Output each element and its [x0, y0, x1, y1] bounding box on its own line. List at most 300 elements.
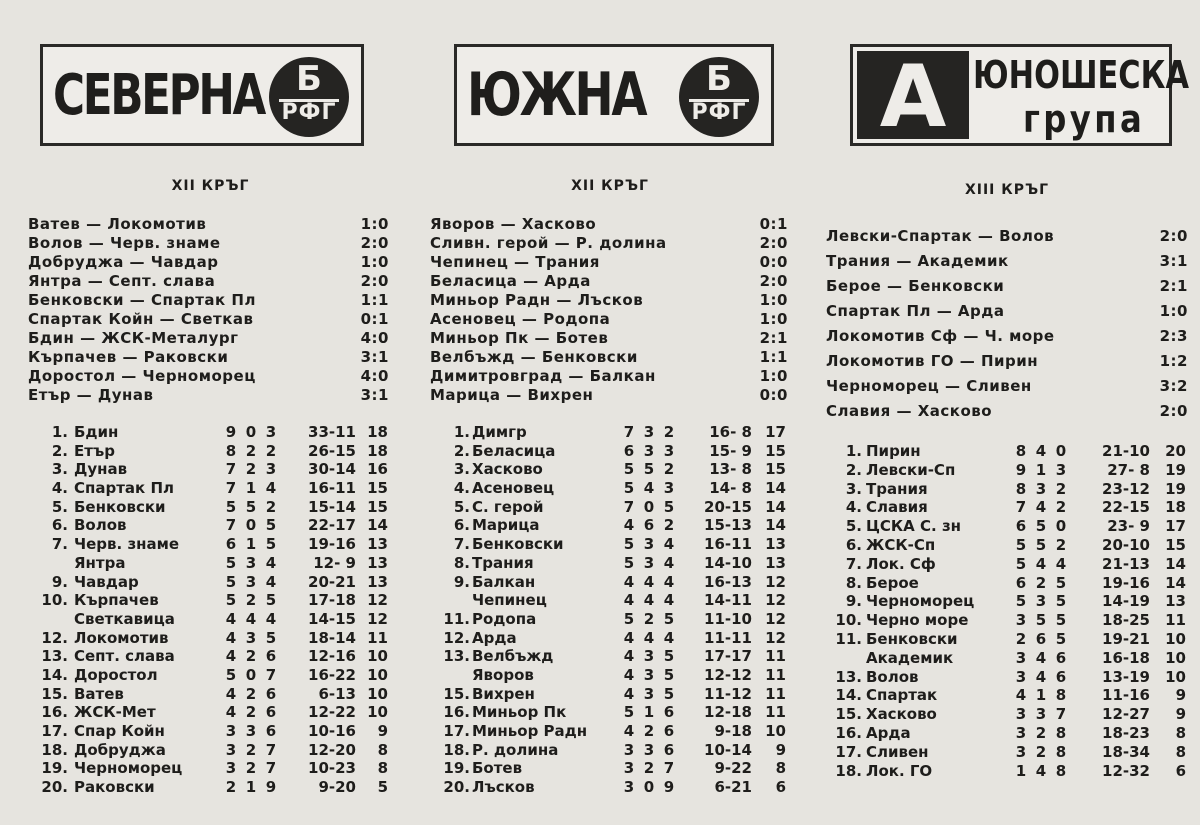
standing-wins: 7: [225, 479, 237, 498]
standing-points: 19: [1165, 460, 1186, 479]
standing-goals: 18-14: [308, 628, 356, 647]
standing-position: 2.: [845, 460, 862, 479]
standing-position: 18.: [835, 761, 862, 780]
match-pairing: Бенковски — Спартак Пл: [28, 291, 256, 309]
match-pairing: Черноморец — Сливен: [826, 377, 1032, 395]
standing-points: 14: [1165, 554, 1186, 573]
standing-goals: 18-23: [1102, 723, 1150, 742]
standing-draws: 5: [1035, 535, 1047, 554]
standing-wins: 5: [225, 497, 237, 516]
standing-draws: 3: [643, 423, 655, 441]
standings-row: [28, 685, 393, 704]
standing-points: 18: [367, 423, 388, 441]
standing-points: 18: [1165, 498, 1186, 517]
match-score: 0:0: [759, 386, 788, 404]
standing-points: 9: [377, 722, 388, 740]
match-pairing: Левски-Спартак — Волов: [826, 227, 1055, 245]
standing-team: Миньор Радн: [472, 722, 588, 740]
match-score: 1:0: [360, 215, 389, 233]
match-score: 2:0: [1159, 227, 1188, 245]
north-standings-table: [28, 423, 393, 797]
result-row: [28, 234, 393, 253]
standing-position: 5.: [51, 497, 68, 516]
standing-points: 6: [1175, 761, 1186, 780]
match-pairing: Спартак Койн — Светкав: [28, 310, 254, 328]
standing-losses: 7: [265, 740, 277, 759]
standing-team: Славия: [866, 498, 928, 517]
standing-position: 10.: [41, 591, 68, 610]
standing-wins: 3: [225, 722, 237, 740]
standing-points: 11: [765, 703, 786, 722]
standings-row: [28, 573, 393, 592]
match-score: 1:0: [759, 310, 788, 328]
standing-wins: 3: [623, 778, 635, 797]
match-score: 0:1: [360, 310, 389, 328]
match-score: 3:2: [1159, 377, 1188, 395]
standing-goals: 27- 8: [1107, 460, 1150, 479]
standing-points: 18: [367, 441, 388, 460]
standing-draws: 1: [245, 479, 257, 498]
standing-draws: 4: [643, 572, 655, 591]
standing-team: Хасково: [866, 705, 937, 724]
standing-points: 10: [1165, 648, 1186, 667]
standings-row: [430, 741, 790, 760]
standing-draws: 2: [245, 684, 257, 703]
standing-wins: 8: [1015, 442, 1027, 460]
standing-goals: 10-14: [704, 740, 752, 759]
standing-losses: 8: [1055, 686, 1067, 705]
standing-draws: 2: [245, 647, 257, 666]
standing-goals: 12-32: [1102, 761, 1150, 780]
standing-team: ЦСКА С. зн: [866, 517, 962, 536]
standing-draws: 3: [643, 441, 655, 460]
standing-wins: 6: [1015, 573, 1027, 592]
standing-wins: 3: [623, 740, 635, 759]
standing-team: Светкавица: [74, 609, 175, 628]
standing-wins: 5: [1015, 554, 1027, 573]
result-row: [430, 310, 790, 329]
match-pairing: Етър — Дунав: [28, 386, 154, 404]
standings-row: [430, 629, 790, 648]
standings-row: [28, 666, 393, 685]
standing-points: 15: [1165, 535, 1186, 554]
standing-team: Лок. Сф: [866, 554, 936, 573]
standing-goals: 9-20: [318, 778, 356, 797]
match-pairing: Чепинец — Трания: [430, 253, 600, 271]
standing-team: Черв. знаме: [74, 535, 180, 554]
standing-position: 20.: [443, 778, 470, 797]
standing-wins: 3: [225, 759, 237, 778]
standing-position: 3.: [453, 460, 470, 479]
standing-points: 16: [367, 460, 388, 479]
standing-position: 8.: [845, 573, 862, 592]
standing-points: 12: [765, 591, 786, 610]
match-score: 1:0: [1159, 302, 1188, 320]
standing-position: 13.: [41, 647, 68, 666]
bfs-emblem-icon: [269, 57, 349, 137]
standing-losses: 7: [265, 759, 277, 778]
standing-wins: 5: [623, 553, 635, 572]
standing-position: 19.: [41, 759, 68, 778]
standing-team: Беласица: [472, 441, 556, 460]
match-pairing: Миньор Пк — Ботев: [430, 329, 609, 347]
match-pairing: Волов — Черв. знаме: [28, 234, 221, 252]
standing-points: 15: [367, 497, 388, 516]
standing-draws: 5: [643, 460, 655, 479]
south-group-column: [430, 0, 790, 825]
standing-position: 3.: [51, 460, 68, 479]
standing-losses: 4: [663, 553, 675, 572]
match-score: 4:0: [360, 367, 389, 385]
north-group-logo: [40, 44, 364, 146]
standing-goals: 6-13: [318, 684, 356, 703]
standing-wins: 9: [225, 423, 237, 441]
standing-draws: 3: [643, 684, 655, 703]
standing-points: 8: [1175, 742, 1186, 761]
standing-team: Черно море: [866, 611, 969, 630]
standing-position: 15.: [41, 684, 68, 703]
standing-goals: 18-25: [1102, 611, 1150, 630]
standing-losses: 5: [663, 609, 675, 628]
standing-draws: 2: [245, 740, 257, 759]
standing-losses: 3: [663, 441, 675, 460]
standing-draws: 3: [643, 535, 655, 554]
standing-team: Чавдар: [74, 572, 139, 591]
standing-position: 14.: [835, 686, 862, 705]
standing-goals: 16-11: [308, 479, 356, 498]
standing-goals: 12- 9: [313, 553, 356, 572]
standing-losses: 4: [265, 609, 277, 628]
standing-team: Спартак Пл: [74, 479, 174, 498]
standing-wins: 3: [1015, 742, 1027, 761]
youth-a-letter: А: [857, 51, 969, 139]
standing-goals: 14-19: [1102, 592, 1150, 611]
standing-draws: 1: [245, 778, 257, 797]
emblem-letter: Б: [706, 59, 732, 99]
standing-draws: 3: [643, 553, 655, 572]
standing-position: 5.: [845, 517, 862, 536]
result-row: [430, 291, 790, 310]
standings-row: [28, 647, 393, 666]
standing-losses: 3: [663, 479, 675, 498]
youth-results-list: [826, 224, 1188, 424]
standing-team: Кърпачев: [74, 591, 159, 610]
standing-position: 1.: [453, 423, 470, 441]
match-score: 2:1: [759, 329, 788, 347]
standing-draws: 2: [1035, 723, 1047, 742]
standing-wins: 5: [623, 479, 635, 498]
match-pairing: Славия — Хасково: [826, 402, 993, 420]
match-pairing: Локомотив Сф — Ч. море: [826, 327, 1055, 345]
standing-position: 9.: [51, 572, 68, 591]
standing-losses: 6: [1055, 648, 1067, 667]
standing-team: Спартак: [866, 686, 938, 705]
standings-row: [826, 442, 1188, 461]
standing-goals: 23-12: [1102, 479, 1150, 498]
standing-losses: 5: [265, 535, 277, 554]
standing-losses: 9: [663, 778, 675, 797]
match-score: 3:1: [360, 386, 389, 404]
standing-goals: 33-11: [308, 423, 356, 441]
standings-row: [430, 498, 790, 517]
standing-draws: 4: [643, 479, 655, 498]
result-row: [826, 324, 1188, 349]
standing-losses: 5: [265, 516, 277, 535]
standing-losses: 2: [1055, 498, 1067, 517]
standing-points: 10: [367, 647, 388, 666]
result-row: [430, 386, 790, 405]
standing-draws: 0: [245, 665, 257, 684]
standing-goals: 17-18: [308, 591, 356, 610]
result-row: [430, 348, 790, 367]
north-group-column: [28, 0, 393, 825]
standing-losses: 4: [265, 479, 277, 498]
standing-position: 17.: [835, 742, 862, 761]
standing-wins: 4: [623, 591, 635, 610]
standing-goals: 22-17: [308, 516, 356, 535]
standing-position: 20.: [41, 778, 68, 797]
standings-row: [430, 554, 790, 573]
youth-title-line2: група: [1023, 97, 1146, 141]
standing-wins: 4: [225, 628, 237, 647]
standing-losses: 7: [1055, 705, 1067, 724]
standing-wins: 5: [225, 553, 237, 572]
standing-draws: 6: [643, 516, 655, 535]
standing-points: 14: [765, 479, 786, 498]
standing-position: 4.: [453, 479, 470, 498]
standing-losses: 8: [1055, 742, 1067, 761]
standings-row: [826, 555, 1188, 574]
standing-goals: 20-21: [308, 572, 356, 591]
result-row: [28, 329, 393, 348]
standing-wins: 4: [623, 647, 635, 666]
standing-team: Септ. слава: [74, 647, 175, 666]
standing-losses: 2: [265, 497, 277, 516]
standing-team: Спар Койн: [74, 722, 165, 740]
standings-row: [28, 703, 393, 722]
north-logo-word: СЕВЕРНА: [53, 62, 265, 128]
standing-losses: 8: [1055, 761, 1067, 780]
standing-draws: 2: [643, 759, 655, 778]
standing-wins: 3: [1015, 611, 1027, 630]
standing-team: ЖСК-Мет: [74, 703, 156, 722]
standing-team: Р. долина: [472, 740, 559, 759]
standing-draws: 1: [643, 703, 655, 722]
standing-goals: 13- 8: [709, 460, 752, 479]
standing-position: 8.: [453, 553, 470, 572]
standing-wins: 3: [1015, 705, 1027, 724]
standing-team: Раковски: [74, 778, 155, 797]
standing-goals: 16-18: [1102, 648, 1150, 667]
standing-team: Пирин: [866, 442, 921, 460]
standing-wins: 4: [225, 684, 237, 703]
standing-goals: 16-13: [704, 572, 752, 591]
standings-row: [430, 685, 790, 704]
standing-losses: 7: [265, 665, 277, 684]
standing-wins: 4: [623, 628, 635, 647]
standing-goals: 19-21: [1102, 629, 1150, 648]
standing-losses: 6: [663, 703, 675, 722]
result-row: [826, 299, 1188, 324]
standing-goals: 12-22: [308, 703, 356, 722]
standing-wins: 3: [1015, 667, 1027, 686]
standing-wins: 3: [1015, 648, 1027, 667]
standing-points: 11: [765, 684, 786, 703]
standings-row: [430, 703, 790, 722]
standing-goals: 12-20: [308, 740, 356, 759]
match-pairing: Доростол — Черноморец: [28, 367, 256, 385]
standing-position: 11.: [443, 609, 470, 628]
standing-position: 18.: [41, 740, 68, 759]
standing-losses: 6: [1055, 667, 1067, 686]
standing-position: 9.: [453, 572, 470, 591]
standing-losses: 7: [663, 759, 675, 778]
result-row: [430, 253, 790, 272]
standing-draws: 4: [1035, 442, 1047, 460]
standing-wins: 8: [225, 441, 237, 460]
standing-losses: 5: [663, 684, 675, 703]
match-score: 1:0: [360, 253, 389, 271]
match-pairing: Асеновец — Родопа: [430, 310, 611, 328]
bfs-emblem-icon: [679, 57, 759, 137]
match-pairing: Марица — Вихрен: [430, 386, 594, 404]
standing-team: Лъсков: [472, 778, 535, 797]
match-pairing: Велбъжд — Бенковски: [430, 348, 638, 366]
standing-points: 12: [367, 591, 388, 610]
standings-row: [430, 591, 790, 610]
standing-draws: 5: [1035, 517, 1047, 536]
standing-points: 14: [1165, 573, 1186, 592]
standing-goals: 14-15: [308, 609, 356, 628]
standing-goals: 15-14: [308, 497, 356, 516]
standing-wins: 5: [225, 665, 237, 684]
standing-points: 14: [367, 516, 388, 535]
standings-row: [826, 461, 1188, 480]
standing-team: Добруджа: [74, 740, 166, 759]
standing-team: Доростол: [74, 665, 158, 684]
standing-points: 10: [1165, 629, 1186, 648]
youth-round-heading: XIII КРЪГ: [964, 182, 1050, 198]
standing-wins: 4: [225, 703, 237, 722]
standing-losses: 6: [663, 722, 675, 740]
standing-draws: 3: [245, 553, 257, 572]
standing-wins: 3: [1015, 723, 1027, 742]
standing-wins: 7: [225, 516, 237, 535]
standing-position: 13.: [443, 647, 470, 666]
standing-losses: 3: [265, 423, 277, 441]
standing-team: Миньор Пк: [472, 703, 567, 722]
standing-position: 15.: [443, 684, 470, 703]
standing-team: Вихрен: [472, 684, 535, 703]
result-row: [826, 274, 1188, 299]
match-pairing: Сливн. герой — Р. долина: [430, 234, 667, 252]
standing-position: 11.: [835, 629, 862, 648]
standing-losses: 5: [1055, 573, 1067, 592]
match-pairing: Бдин — ЖСК-Металург: [28, 329, 239, 347]
standing-points: 8: [377, 740, 388, 759]
standings-row: [28, 442, 393, 461]
standing-points: 6: [775, 778, 786, 797]
standings-row: [430, 573, 790, 592]
standing-points: 15: [367, 479, 388, 498]
standing-points: 9: [1175, 705, 1186, 724]
standing-draws: 2: [245, 703, 257, 722]
standing-team: Ватев: [74, 684, 124, 703]
match-score: 2:0: [360, 234, 389, 252]
standing-draws: 4: [1035, 554, 1047, 573]
standing-draws: 3: [643, 740, 655, 759]
standing-draws: 3: [1035, 592, 1047, 611]
standing-draws: 3: [1035, 705, 1047, 724]
standing-team: Берое: [866, 573, 919, 592]
standing-wins: 4: [623, 684, 635, 703]
south-standings-table: [430, 423, 790, 797]
standing-goals: 19-16: [308, 535, 356, 554]
standing-position: 12.: [443, 628, 470, 647]
result-row: [28, 348, 393, 367]
standing-wins: 2: [1015, 629, 1027, 648]
standing-points: 11: [765, 647, 786, 666]
standing-goals: 26-15: [308, 441, 356, 460]
result-row: [826, 399, 1188, 424]
standings-row: [826, 649, 1188, 668]
standing-losses: 6: [265, 647, 277, 666]
standing-points: 12: [765, 628, 786, 647]
standing-wins: 9: [1015, 460, 1027, 479]
standing-wins: 5: [1015, 592, 1027, 611]
standing-losses: 4: [663, 572, 675, 591]
standing-team: Черноморец: [74, 759, 183, 778]
standings-row: [430, 778, 790, 797]
standing-draws: 6: [1035, 629, 1047, 648]
standing-points: 14: [765, 516, 786, 535]
standing-position: 12.: [41, 628, 68, 647]
standing-points: 13: [367, 572, 388, 591]
south-results-list: [430, 215, 790, 405]
standings-row: [430, 647, 790, 666]
standing-team: Родопа: [472, 609, 537, 628]
standing-wins: 6: [225, 535, 237, 554]
standing-team: Балкан: [472, 572, 536, 591]
match-pairing: Миньор Радн — Лъсков: [430, 291, 644, 309]
result-row: [826, 374, 1188, 399]
result-row: [430, 215, 790, 234]
result-row: [28, 367, 393, 386]
standing-points: 12: [367, 609, 388, 628]
match-score: 0:0: [759, 253, 788, 271]
match-score: 2:3: [1159, 327, 1188, 345]
standing-goals: 14-11: [704, 591, 752, 610]
standing-points: 13: [367, 553, 388, 572]
youth-standings-table: [826, 442, 1188, 780]
standings-row: [430, 666, 790, 685]
south-group-logo: [454, 44, 774, 146]
standing-position: 2.: [51, 441, 68, 460]
standing-position: 16.: [835, 723, 862, 742]
standing-points: 15: [765, 460, 786, 479]
result-row: [28, 253, 393, 272]
standing-team: Хасково: [472, 460, 543, 479]
standing-goals: 9-18: [714, 722, 752, 740]
match-score: 2:1: [1159, 277, 1188, 295]
standing-losses: 6: [663, 740, 675, 759]
standing-draws: 2: [245, 460, 257, 479]
standing-draws: 2: [643, 722, 655, 740]
match-score: 1:0: [759, 291, 788, 309]
standing-goals: 6-21: [714, 778, 752, 797]
standing-wins: 4: [623, 516, 635, 535]
standing-losses: 5: [1055, 611, 1067, 630]
